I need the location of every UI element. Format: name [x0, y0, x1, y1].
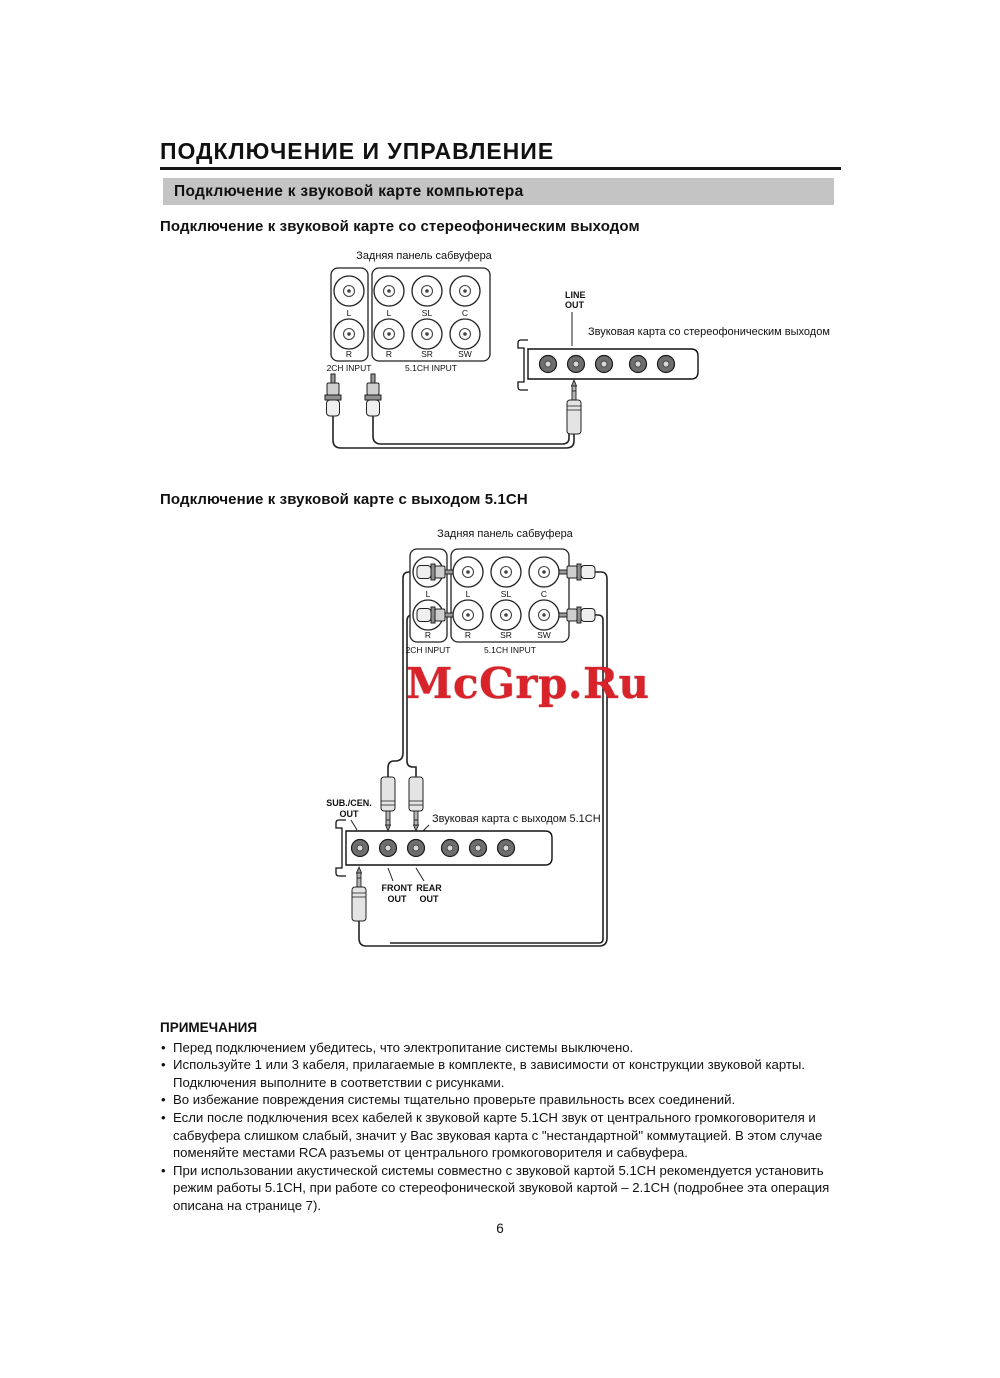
- mini-jack-plug: [381, 777, 395, 831]
- card-bracket: [336, 820, 346, 876]
- card-connector: [352, 840, 369, 857]
- panel-label: Задняя панель сабвуфера: [356, 250, 492, 262]
- leader-line: [388, 868, 393, 881]
- leader-line: [351, 820, 357, 830]
- rca-jack: [374, 319, 404, 349]
- card-connector: [380, 840, 397, 857]
- jack-label: L: [425, 589, 431, 599]
- card-connector: [658, 356, 675, 373]
- note-item: [160, 1162, 844, 1215]
- title-rule: [160, 167, 841, 170]
- rca-jack: [450, 276, 480, 306]
- subcen-out-label: OUT: [339, 809, 359, 819]
- notes-section: [160, 1019, 844, 1215]
- section-banner: Подключение к звуковой карте компьютера: [163, 178, 834, 205]
- panel-label: Задняя панель сабвуфера: [437, 528, 573, 540]
- cable: [373, 416, 569, 444]
- card-connector: [470, 840, 487, 857]
- card-bracket: [518, 340, 528, 390]
- card-connector: [442, 840, 459, 857]
- jack-label: SL: [421, 308, 433, 318]
- rca-jack: [529, 557, 559, 587]
- note-item: [160, 1091, 844, 1109]
- sound-card-caption: Звуковая карта с выходом 5.1CH: [432, 813, 601, 825]
- jack-label: R: [464, 630, 472, 640]
- jack-label: SR: [421, 349, 433, 359]
- subcen-out-label: SUB./CEN.: [326, 798, 372, 808]
- jack-label: SR: [500, 630, 512, 640]
- stereo-connection-diagram: [160, 243, 850, 493]
- rca-jack: [374, 276, 404, 306]
- card-connector: [630, 356, 647, 373]
- jack-label: C: [461, 308, 469, 318]
- note-text: Перед подключением убедитесь, что электропитание системы выключено.: [173, 1039, 634, 1055]
- stereo-section-heading: Подключение к звуковой карте со стереофоническим выходом: [160, 218, 640, 235]
- rca-jack: [491, 557, 521, 587]
- 51ch-connection-diagram: [160, 519, 850, 969]
- mini-jack-plug: [567, 380, 581, 434]
- line-out-label: LINE: [565, 290, 586, 300]
- card-connector: [498, 840, 515, 857]
- rca-jack: [453, 600, 483, 630]
- mini-jack-plug: [352, 867, 366, 921]
- card-connector: [408, 840, 425, 857]
- input-51ch-label: 5.1CH INPUT: [484, 645, 536, 655]
- input-51ch-label: 5.1CH INPUT: [405, 363, 457, 373]
- note-item: [160, 1109, 844, 1162]
- rca-jack: [529, 600, 559, 630]
- jack-label: R: [424, 630, 432, 640]
- rca-jack: [453, 557, 483, 587]
- note-text: При использовании акустической системы совместно с звуковой картой 5.1CH рекомендуется установить режим работы 5.1CH, при работе со стереофонической звуковой картой – 2.1CH (подробнее эта операция описана на странице 7).: [173, 1162, 830, 1213]
- jack-label: L: [465, 589, 471, 599]
- rca-plug: [325, 374, 341, 416]
- rear-out-label: REAR: [416, 883, 442, 893]
- rear-out-label: OUT: [419, 894, 439, 904]
- note-text: Используйте 1 или 3 кабеля, прилагаемые в комплекте, в зависимости от конструкции звуковой карты. Подключения выполните в соответствии с рисунками.: [173, 1057, 806, 1090]
- jack-label: SL: [500, 589, 512, 599]
- card-connector: [540, 356, 557, 373]
- notes-heading: ПРИМЕЧАНИЯ: [160, 1020, 258, 1035]
- sound-card-caption: Звуковая карта со стереофоническим выходом: [588, 326, 830, 338]
- jack-label: SW: [458, 349, 472, 359]
- rca-jack: [412, 276, 442, 306]
- input-2ch-label: 2CH INPUT: [326, 363, 372, 373]
- mini-jack-plug: [409, 777, 423, 831]
- jack-label: L: [346, 308, 352, 318]
- jack-label: C: [540, 589, 548, 599]
- rca-jack: [450, 319, 480, 349]
- note-text: Если после подключения всех кабелей к звуковой карте 5.1CH звук от центрального громкоговорителя и сабвуфера слишком слабый, значит у Вас звуковая карта с "нестандартной" коммутацией. В этом случае поменяйте местами RCA разъемы от центрального громкоговорителя и сабвуфера.: [173, 1109, 823, 1161]
- jack-label: R: [385, 349, 393, 359]
- note-item: [160, 1056, 844, 1091]
- line-out-label: OUT: [565, 300, 584, 310]
- card-connector: [568, 356, 585, 373]
- watermark: McGrp.Ru: [406, 659, 650, 708]
- rca-jack: [491, 600, 521, 630]
- rca-jack: [334, 276, 364, 306]
- front-out-label: FRONT: [381, 883, 413, 893]
- card-connector: [596, 356, 613, 373]
- jack-label: SW: [537, 630, 551, 640]
- rca-plug: [365, 374, 381, 416]
- note-text: Во избежание повреждения системы тщательно проверьте правильность всех соединений.: [173, 1092, 736, 1108]
- rca-jack: [334, 319, 364, 349]
- front-out-label: OUT: [387, 894, 407, 904]
- leader-line: [416, 868, 424, 881]
- jack-label: R: [345, 349, 353, 359]
- page-number: 6: [496, 1221, 504, 1236]
- jack-label: L: [386, 308, 392, 318]
- page-title: ПОДКЛЮЧЕНИЕ И УПРАВЛЕНИЕ: [160, 138, 555, 164]
- rca-jack: [412, 319, 442, 349]
- input-2ch-label: 2CH INPUT: [405, 645, 451, 655]
- 51ch-section-heading: Подключение к звуковой карте с выходом 5.1CH: [160, 491, 528, 508]
- note-item: [160, 1039, 844, 1057]
